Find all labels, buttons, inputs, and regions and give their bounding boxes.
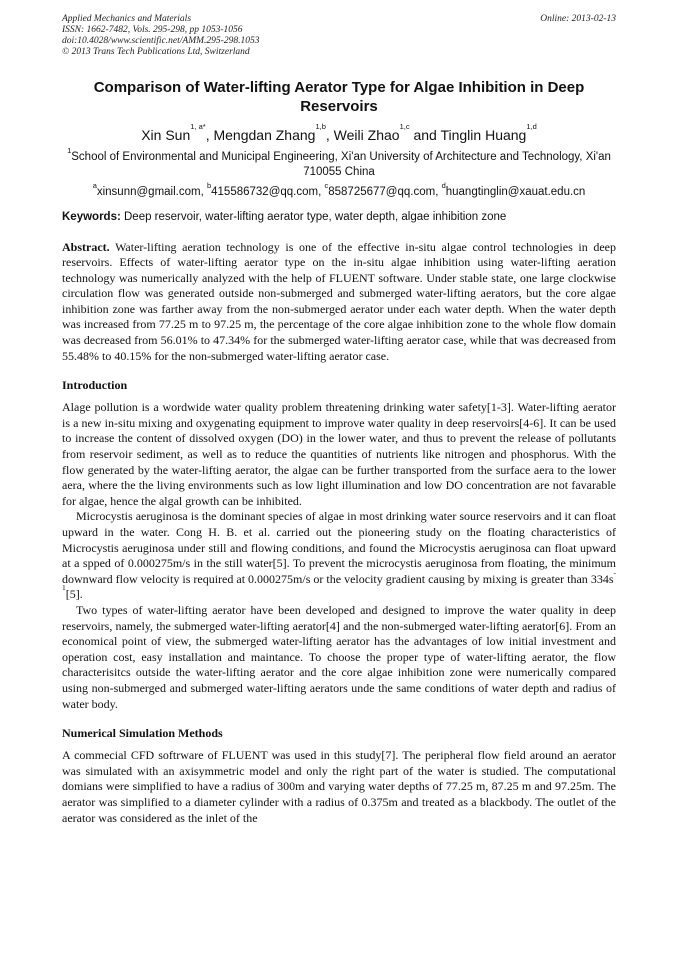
abstract: Abstract. Water-lifting aeration technology is one of the effective in-situ algae control technologies in deep reservoirs. Effects of water-lifting aerator type on the in-situ algae inhibition using water-lifting aeration technology was numerically analyzed with the help of FLUENT software. Under stable state, one large clockwise circulation flow was generated outside non-submerged and submerged water-lifting aerators, but the core algae inhibition zone was farther away from the non-submerged aerator under each water depth. When the water depth was increased from 77.25 m to 97.25 m, the percentage of the core algae inhibition zone to the whole flow domain was decreased from 56.01% to 47.34% for the submerged water-lifting aerator case, while that was decreased from 55.48% to 40.15% for the non-submerged water-lifting aerator case. [62,239,616,363]
email: $^b$415586732@qq.com, [206,181,325,198]
paragraph: Two types of water-lifting aerator have been developed and designed to improve the water quality in deep reservoirs, namely, the submerged water-lifting aerator[4] and the non-submerged water-lifting aerator[6]. From an economical point of view, the submerged water-lifting aerator has the advantages of low initial investment and operation cost, easy installation and maintance. To choose the proper type of water-lifting aerator, the flow characterisitcs outside the water-lifting aerator and the core algae inhibition zone were numerically compared using non-submerged and submerged water-lifting aerators unde the same conditions of water depth and radius of water body. [62,602,616,711]
author-list [62,122,616,144]
author: Weili Zhao$^{1,c}$ and [333,122,441,143]
copyright-line: © 2013 Trans Tech Publications Ltd, Switzerland [62,47,250,57]
paper-title: Comparison of Water-lifting Aerator Type for Algae Inhibition in Deep Reservoirs [93,79,585,115]
author: Xin Sun$^{1, a*}$, [141,122,214,143]
author: Tinglin Huang$^{1,d}$ [440,122,537,143]
email: $^a$xinsunn@gmail.com, [92,181,207,198]
journal-name: Applied Mechanics and Materials [62,14,192,24]
paragraph: Microcystis aeruginosa is the dominant species of algae in most drinking water source reservoirs and it can float upward in the water. Cong H. B. et al. carried out the pioneering study on the floating characteristics of Microcystis aeruginosa under still and flowing conditions, and found the Microcystis aeruginosa can float upward at a spped of 0.000275m/s in the still water[5]. To prevent the microcystis aeruginosa from floating, the minimum downward flow velocity is required at 0.000275m/s or the velocity gradient causing by mixing is greater than $334s^{-1}[5]$. [62,509,616,602]
email: $^d$huangtinglin@xauat.edu.cn [441,181,586,198]
introduction-body [62,400,616,712]
keywords: Keywords: Deep reservoir, water-lifting aerator type, water depth, algae inhibition zone [62,210,507,223]
issn-line: ISSN: 1662-7482, Vols. 295-298, pp 1053-1056 [62,25,243,35]
paragraph: A commecial CFD softrware of FLUENT was used in this study[7]. The peripheral flow field around an aerator was simulated with an axisymmetric model and only the right part of the water is studied. The computational domians were simplified to have a radius of 300m and varying water depths of 77.25 m, 87.25 m and 97.25m. The aerator was simplified to a diameter cylinder with a radius of 0.375m and treated as a blackbody. The outlet of the aerator was considered as the inlet of the [62,748,616,825]
section-heading-introduction: Introduction [62,378,128,393]
affiliation: $^1$School of Environmental and Municipal Engineering, Xi'an University of Architecture and Technology, Xi'an 710055 China [67,146,611,178]
section-heading-methods: Numerical Simulation Methods [62,726,223,741]
doi-line: doi:10.4028/www.scientific.net/AMM.295-298.1053 [62,36,260,46]
journal-header [62,14,616,58]
online-date: Online: 2013-02-13 [540,14,616,24]
email-list [62,181,616,200]
author: Mengdan Zhang$^{1,b}$, [213,122,334,143]
email: $^c$858725677@qq.com, [324,181,442,198]
paragraph: Alage pollution is a wordwide water quality problem threatening drinking water safety[1-3]. Water-lifting aerator is a new in-situ mixing and oxygenating equipment to improve water quality in deep reservoirs[4-6]. It can be used to increase the content of dissolved oxygen (DO) in the lower water, and thus to prevent the release of pollutants from reservoir sediment, as well as to reduce the quantities of nutrients like nitrogen and phosphorus. With the flow generated by the water-lifting aerator, the algae can be further transported from the surface aera to the lower aera, where the the living environments such as low light illumination and low DO concentration are not favarable for algae, hence the algal growth can be inhibited. [62,400,616,508]
methods-body [62,748,616,826]
